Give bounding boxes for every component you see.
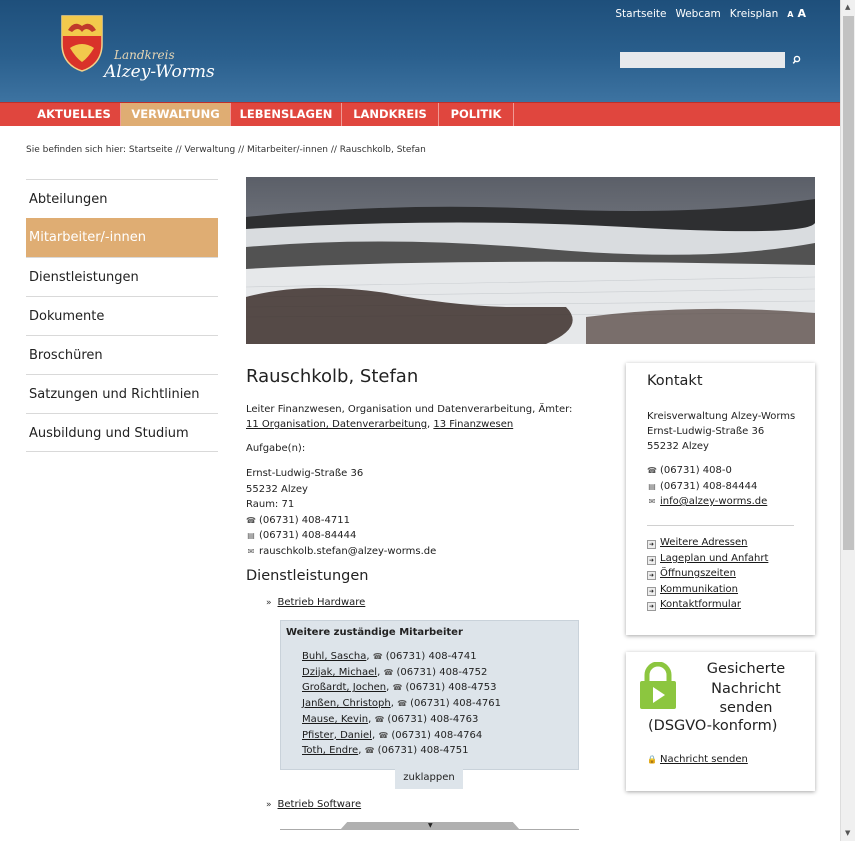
phone-icon: ☎ — [246, 515, 256, 525]
link-lageplan[interactable]: Lageplan und Anfahrt — [660, 552, 769, 564]
colleague-phone: (06731) 408-4763 — [387, 713, 479, 725]
sidebar-item-dienstleistungen[interactable]: Dienstleistungen — [26, 257, 218, 296]
search-icon[interactable] — [792, 55, 802, 65]
fax-icon: ▤ — [247, 531, 255, 540]
services-heading: Dienstleistungen — [246, 568, 369, 584]
list-item: Dzijak, Michael, ☎ (06731) 408-4752 — [302, 665, 501, 681]
list-item: Pfister, Daniel, ☎ (06731) 408-4764 — [302, 728, 501, 744]
main-nav — [0, 102, 840, 126]
list-item: Mause, Kevin, ☎ (06731) 408-4763 — [302, 712, 501, 728]
contact-city: 55232 Alzey — [647, 441, 709, 452]
contact-box — [626, 363, 815, 635]
contact-org: Kreisverwaltung Alzey-Worms — [647, 411, 796, 422]
colleagues-box — [280, 620, 579, 770]
list-item: Großardt, Jochen, ☎ (06731) 408-4753 — [302, 680, 501, 696]
brand-alzey-worms[interactable]: Alzey-Worms — [104, 62, 215, 82]
phone-icon: ☎ — [364, 746, 375, 756]
chevron-down-icon[interactable]: ▼ — [428, 822, 433, 829]
font-size-large-button[interactable]: A — [797, 7, 806, 20]
list-item: Janßen, Christoph, ☎ (06731) 408-4761 — [302, 696, 501, 712]
person-fax: (06731) 408-84444 — [259, 530, 357, 541]
aufgaben-label: Aufgabe(n): — [246, 443, 306, 454]
link-weitere-adressen[interactable]: Weitere Adressen — [660, 537, 748, 548]
contact-title: Kontakt — [647, 373, 703, 389]
person-address — [246, 466, 436, 559]
contact-address — [647, 409, 795, 454]
link-kommunikation[interactable]: Kommunikation — [660, 583, 739, 595]
send-message-item — [647, 754, 748, 765]
office-link-finanzwesen[interactable]: 13 Finanzwesen — [433, 419, 514, 430]
site-header — [0, 0, 840, 102]
phone-icon: ☎ — [647, 466, 657, 475]
search-input[interactable] — [620, 52, 785, 68]
sidebar-item-satzungen[interactable]: Satzungen und Richtlinien — [26, 374, 218, 413]
link-oeffnungszeiten[interactable]: Öffnungszeiten — [660, 568, 736, 580]
top-links — [615, 7, 806, 20]
service-item — [266, 597, 365, 608]
address-street: Ernst-Ludwig-Straße 36 — [246, 468, 364, 479]
scrollbar-thumb[interactable] — [843, 16, 854, 550]
nav-lebenslagen[interactable]: LEBENSLAGEN — [231, 103, 342, 126]
link-arrow-icon: ➜ — [648, 572, 655, 580]
link-arrow-icon: ➜ — [648, 541, 655, 548]
colleague-link[interactable]: Janßen, Christoph — [302, 698, 391, 710]
link-arrow-icon: ➜ — [648, 556, 655, 564]
font-size-small-button[interactable]: A — [787, 10, 794, 19]
lock-icon: 🔒 — [647, 755, 657, 764]
colleague-phone: (06731) 408-4764 — [391, 729, 483, 741]
colleague-link[interactable]: Dzijak, Michael — [302, 666, 378, 678]
colleague-link[interactable]: Pfister, Daniel — [302, 729, 372, 741]
colleague-link[interactable]: Großardt, Jochen — [302, 682, 387, 694]
email-icon: ✉ — [247, 546, 255, 556]
link-arrow-icon: ➜ — [648, 587, 655, 595]
position-description — [246, 402, 586, 432]
nav-aktuelles[interactable]: AKTUELLES — [28, 103, 121, 126]
link-arrow-icon: ➜ — [648, 603, 655, 611]
scroll-down-icon[interactable]: ▼ — [845, 829, 851, 837]
office-link-organisation[interactable]: 11 Organisation, Datenverarbeitung — [246, 419, 428, 430]
colleague-phone: (06731) 408-4753 — [405, 682, 497, 694]
address-city: 55232 Alzey — [246, 483, 308, 495]
nav-politik[interactable]: POLITIK — [439, 103, 514, 126]
fax-icon: ▤ — [648, 481, 656, 491]
phone-icon: ☎ — [378, 730, 389, 740]
colleagues-title: Weitere zuständige Mitarbeiter — [286, 627, 463, 638]
office-separator: , — [427, 419, 434, 430]
colleague-phone: (06731) 408-4751 — [377, 745, 469, 757]
contact-fax: (06731) 408-84444 — [660, 480, 758, 492]
phone-icon: ☎ — [392, 683, 403, 693]
contact-links — [647, 535, 768, 613]
colleague-phone: (06731) 408-4741 — [385, 651, 477, 662]
brand-landkreis: Landkreis — [114, 48, 175, 62]
colleague-phone: (06731) 408-4752 — [396, 666, 488, 678]
lock-send-icon[interactable] — [638, 662, 678, 710]
nav-landkreis[interactable]: LANDKREIS — [342, 103, 439, 126]
breadcrumb[interactable]: Sie befinden sich hier: Startseite // Verwaltung // Mitarbeiter/-innen // Rauschkolb, Stefan — [26, 145, 426, 155]
contact-phone: (06731) 408-0 — [660, 465, 732, 476]
sidebar-item-dokumente[interactable]: Dokumente — [26, 296, 218, 335]
collapse-button[interactable]: zuklappen — [395, 769, 463, 789]
toplink-kreisplan[interactable]: Kreisplan — [729, 8, 779, 20]
double-chevron-icon: » — [266, 598, 272, 608]
service-item — [266, 799, 361, 810]
phone-icon: ☎ — [383, 667, 394, 677]
person-phone: (06731) 408-4711 — [259, 514, 350, 526]
colleague-link[interactable]: Toth, Endre — [302, 745, 359, 757]
secure-title: Gesicherte Nachricht senden — [706, 661, 786, 716]
send-message-link[interactable]: Nachricht senden — [660, 754, 748, 765]
contact-details — [647, 463, 767, 510]
sidebar-item-broschueren[interactable]: Broschüren — [26, 335, 218, 374]
contact-street: Ernst-Ludwig-Straße 36 — [647, 426, 765, 437]
service-link-software[interactable]: Betrieb Software — [277, 799, 362, 810]
hero-image-winter-landscape — [246, 177, 815, 344]
double-chevron-icon: » — [266, 800, 272, 810]
person-email-link[interactable]: rauschkolb.stefan@alzey-worms.de — [259, 545, 437, 557]
person-name: Rauschkolb, Stefan — [246, 366, 419, 387]
service-link-hardware[interactable]: Betrieb Hardware — [277, 597, 366, 608]
room-number: Raum: 71 — [246, 499, 295, 510]
scrollbar[interactable] — [840, 0, 855, 841]
sidebar-item-ausbildung[interactable]: Ausbildung und Studium — [26, 413, 218, 452]
contact-email-link[interactable]: info@alzey-worms.de — [660, 496, 768, 507]
email-icon: ✉ — [648, 497, 656, 506]
sidebar-item-mitarbeiter[interactable]: Mitarbeiter/-innen — [26, 218, 218, 257]
list-item: Toth, Endre, ☎ (06731) 408-4751 — [302, 743, 501, 759]
position-text: Leiter Finanzwesen, Organisation und Datenverarbeitung, Ämter: — [246, 404, 573, 415]
nav-verwaltung[interactable]: VERWALTUNG — [121, 103, 231, 126]
colleague-link[interactable]: Buhl, Sascha — [302, 651, 367, 662]
scroll-up-icon[interactable]: ▲ — [845, 3, 851, 11]
colleague-phone: (06731) 408-4761 — [410, 698, 502, 710]
phone-icon: ☎ — [372, 652, 383, 661]
phone-icon: ☎ — [397, 699, 408, 709]
colleagues-list — [302, 649, 501, 759]
link-kontaktformular[interactable]: Kontaktformular — [660, 599, 741, 611]
coat-of-arms-logo[interactable] — [60, 14, 104, 72]
list-item: Buhl, Sascha, ☎ (06731) 408-4741 — [302, 649, 501, 665]
toplink-startseite[interactable]: Startseite — [615, 8, 667, 20]
toplink-webcam[interactable]: Webcam — [675, 8, 721, 20]
secure-subtitle: (DSGVO-konform) — [648, 718, 778, 734]
phone-icon: ☎ — [374, 714, 385, 724]
sidebar-item-abteilungen[interactable]: Abteilungen — [26, 179, 218, 218]
sidebar — [26, 179, 218, 452]
secure-message-box — [626, 652, 815, 791]
divider — [647, 525, 794, 526]
colleague-link[interactable]: Mause, Kevin — [302, 713, 369, 725]
